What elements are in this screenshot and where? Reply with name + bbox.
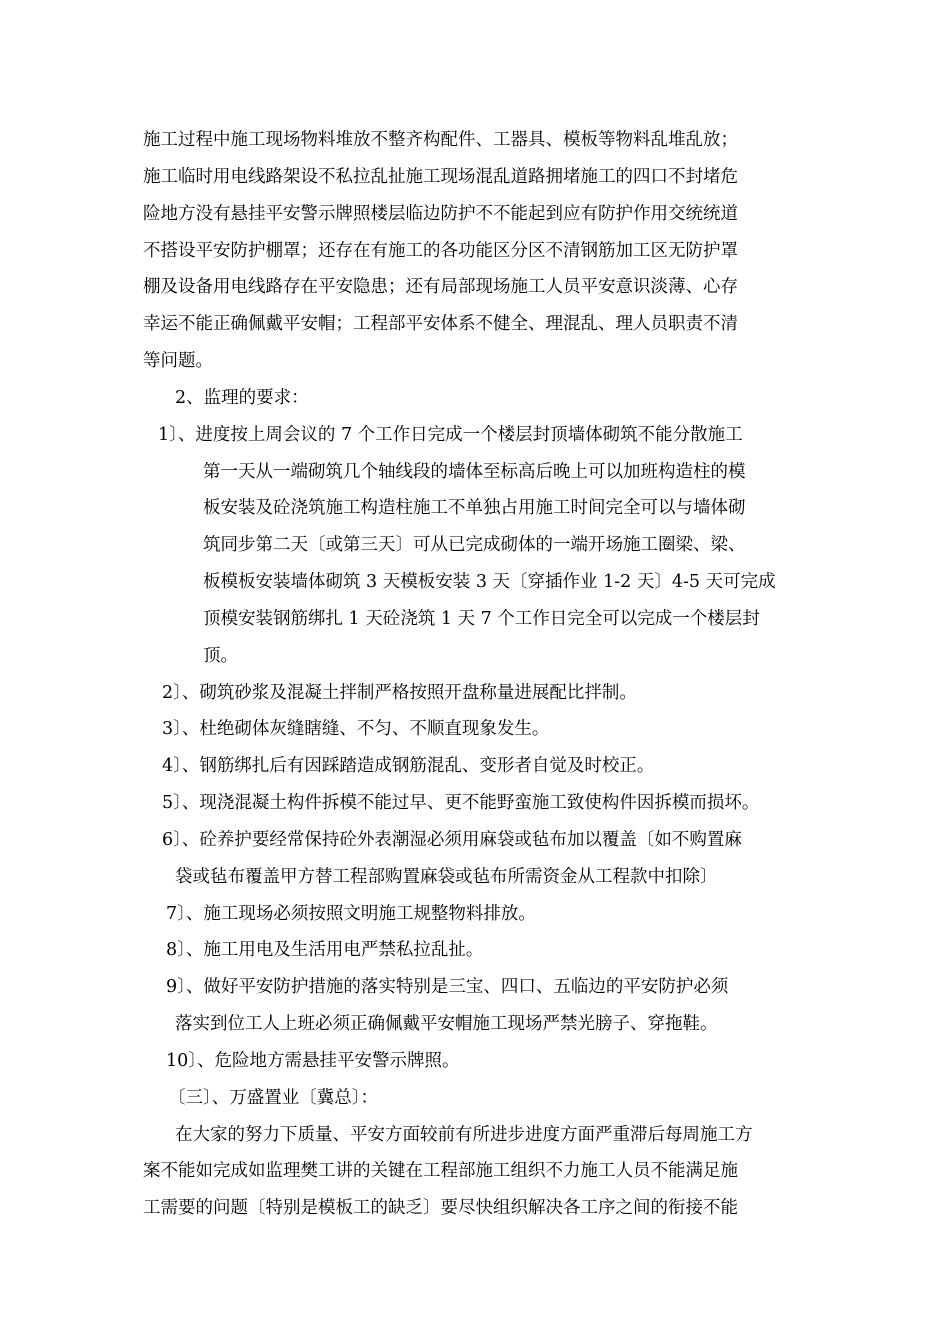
section-3-heading: 〔三〕、万盛置业〔冀总〕： (168, 1088, 378, 1108)
intro-line-3: 险地方没有悬挂平安警示牌照楼层临边防护不不能起到应有防护作用交统统道 (143, 204, 738, 224)
item-6-line-2: 袋或毡布覆盖甲方替工程部购置麻袋或毡布所需资金从工程款中扣除〕 (175, 867, 718, 887)
item-1-line-4: 筑同步第二天〔或第三天〕可从已完成砌体的一端开场施工圈梁、梁、 (203, 535, 746, 555)
item-1-line-2: 第一天从一端砌筑几个轴线段的墙体至标高后晚上可以加班构造柱的模 (203, 462, 746, 482)
item-10: 10〕、危险地方需悬挂平安警示牌照。 (166, 1051, 460, 1071)
item-6-line-1: 6〕、砼养护要经常保持砼外表潮湿必须用麻袋或毡布加以覆盖〔如不购置麻 (162, 830, 742, 850)
intro-line-4: 不搭设平安防护棚罩；还存在有施工的各功能区分区不清钢筋加工区无防护罩 (143, 241, 738, 261)
intro-line-1: 施工过程中施工现场物料堆放不整齐构配件、工器具、模板等物料乱堆乱放； (143, 130, 738, 150)
item-9-line-1: 9〕、做好平安防护措施的落实特别是三宝、四口、五临边的平安防护必须 (166, 977, 729, 997)
closing-line-1: 在大家的努力下质量、平安方面较前有所进步进度方面严重滞后每周施工方 (175, 1125, 753, 1145)
item-1-line-1: 1〕、进度按上周会议的 7 个工作日完成一个楼层封顶墙体砌筑不能分散施工 (158, 425, 743, 445)
item-1-line-7: 顶。 (203, 646, 238, 666)
item-8: 8〕、施工用电及生活用电严禁私拉乱扯。 (166, 940, 484, 960)
item-3: 3〕、杜绝砌体灰缝瞎缝、不匀、不顺直现象发生。 (162, 719, 550, 739)
closing-line-2: 案不能如完成如监理樊工讲的关键在工程部施工组织不力施工人员不能满足施 (143, 1161, 738, 1181)
intro-line-6: 幸运不能正确佩戴平安帽；工程部平安体系不健全、理混乱、理人员职责不清 (143, 314, 738, 334)
item-2: 2〕、砌筑砂浆及混凝土拌制严格按照开盘称量进展配比拌制。 (162, 683, 637, 703)
item-1-line-6: 顶模安装钢筋绑扎 1 天砼浇筑 1 天 7 个工作日完全可以完成一个楼层封 (203, 609, 760, 629)
item-4: 4〕、钢筋绑扎后有因踩踏造成钢筋混乱、变形者自觉及时校正。 (162, 756, 655, 776)
closing-line-3: 工需要的问题〔特别是模板工的缺乏〕要尽快组织解决各工序之间的衔接不能 (143, 1198, 738, 1218)
intro-line-5: 棚及设备用电线路存在平安隐患；还有局部现场施工人员平安意识淡薄、心存 (143, 277, 738, 297)
intro-line-7: 等问题。 (143, 351, 213, 371)
item-7: 7〕、施工现场必须按照文明施工规整物料排放。 (166, 904, 536, 924)
item-5: 5〕、现浇混凝土构件拆模不能过早、更不能野蛮施工致使构件因拆模而损坏。 (162, 793, 760, 813)
section-heading: 2、监理的要求： (175, 388, 309, 408)
intro-line-2: 施工临时用电线路架设不私拉乱扯施工现场混乱道路拥堵施工的四口不封堵危 (143, 167, 738, 187)
item-1-line-3: 板安装及砼浇筑施工构造柱施工不单独占用施工时间完全可以与墙体砌 (203, 498, 746, 518)
item-9-line-2: 落实到位工人上班必须正确佩戴平安帽施工现场严禁光膀子、穿拖鞋。 (175, 1014, 718, 1034)
item-1-line-5: 板模板安装墙体砌筑 3 天模板安装 3 天〔穿插作业 1-2 天〕4-5 天可完成 (203, 572, 776, 592)
